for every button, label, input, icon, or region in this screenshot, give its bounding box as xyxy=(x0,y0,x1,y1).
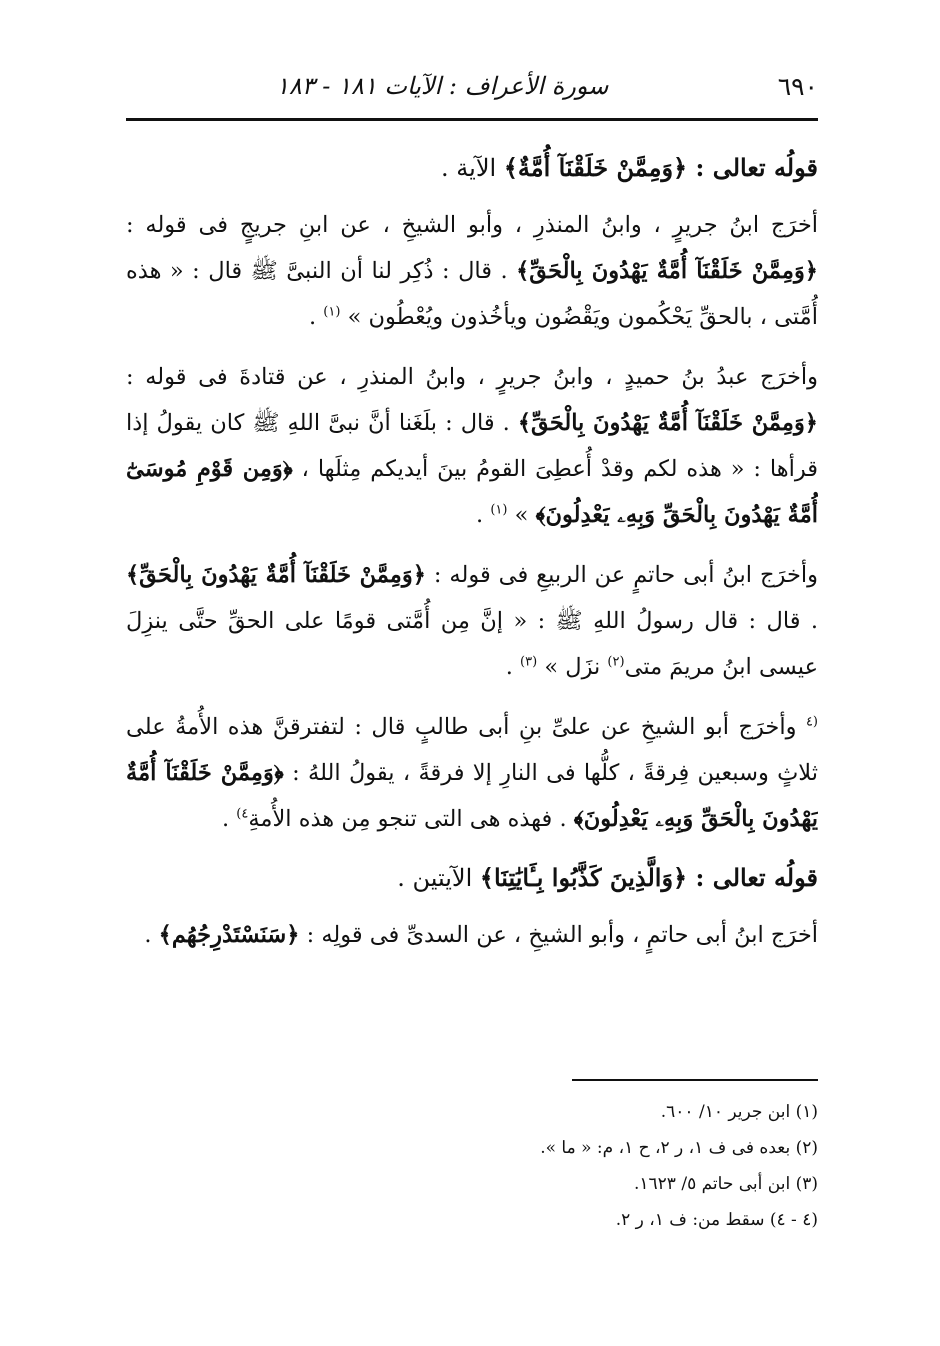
paragraph xyxy=(126,354,818,538)
page-header xyxy=(126,64,818,108)
footnote-marker: (٤ xyxy=(805,714,818,730)
text-run: . xyxy=(476,502,491,528)
text-run: . قال : قال رسولُ اللهِ ﷺ : « إنَّ مِن أُمَّتى قومًا على الحقِّ حتَّى ينزِلَ عيسى ابنُ مريمَ متى xyxy=(126,608,818,680)
page-body xyxy=(126,138,818,1068)
footnote-marker: (١) xyxy=(323,304,341,320)
footnote: (٢) بعده فى ف ١، ر ٢، ح ١، م: « ما ». xyxy=(540,1138,818,1158)
heading-label: قولُه تعالى : xyxy=(687,153,818,182)
quran-verse: ﴿وَمِمَّنْ خَلَقْنَآ أُمَّةٌ يَهْدُونَ بِالْحَقِّ﴾ xyxy=(516,258,818,284)
text-run: نزَل » xyxy=(537,654,608,680)
paragraph xyxy=(126,704,818,842)
heading-rest: الآيتين . xyxy=(397,864,480,892)
footnote-marker: (٢) xyxy=(607,654,625,670)
text-run: . xyxy=(308,304,324,330)
text-run: » xyxy=(507,502,536,528)
paragraph xyxy=(126,912,818,958)
text-run: . قال : ذُكِر لنا أن النبىَّ ﷺ قال : « هذه أُمَّتى ، بالحقِّ يَحْكُمون ويَقْضُون ويأخُذون ويُعْطُون » xyxy=(126,258,818,330)
section-heading xyxy=(126,856,818,900)
footnote-marker: (١) xyxy=(490,502,508,518)
header-rule xyxy=(126,118,818,121)
page-number: ٦٩٠ xyxy=(777,71,818,101)
quran-verse: ﴿وَمِمَّنْ خَلَقْنَآ أُمَّةٌ﴾ xyxy=(503,153,688,182)
footnote-marker: (٣) xyxy=(520,654,538,670)
quran-verse: ﴿وَمِمَّنْ خَلَقْنَآ أُمَّةٌ يَهْدُونَ بِالْحَقِّ وَبِهِۦ يَعْدِلُونَ﴾ xyxy=(126,760,818,832)
footnote-separator xyxy=(572,1079,818,1081)
quran-verse: ﴿وَمِمَّنْ خَلَقْنَآ أُمَّةٌ يَهْدُونَ بِالْحَقِّ﴾ xyxy=(517,410,818,436)
text-run: . xyxy=(144,922,159,948)
text-run: . xyxy=(221,806,237,832)
section-heading xyxy=(126,146,818,190)
footnote: (٣) ابن أبى حاتم ٥/ ١٦٢٣. xyxy=(633,1174,818,1194)
text-run: وأخرَج عبدُ بنُ حميدٍ ، وابنُ جريرٍ ، وابنُ المنذرِ ، عن قتادةَ فى قوله : xyxy=(126,364,818,390)
text-run: . قال : بلَغَنا أنَّ نبىَّ اللهِ ﷺ كان يقولُ إذا قرأها : « هذه لكم وقدْ أُعطِىَ القومُ بينَ أيديكم مِثلَها ، xyxy=(126,410,818,482)
footnote-marker: ٤) xyxy=(236,806,249,822)
text-run: وأخرَج أبو الشيخِ عن علىِّ بنِ أبى طالبٍ قال : لتفترقنَّ هذه الأُمةُ على ثلاثٍ وسبعين فِرقةً ، كلُّها فى النارِ إلا فرقةً ، يقولُ اللهُ : xyxy=(126,714,818,786)
quran-verse: ﴿وَمِمَّنْ خَلَقْنَآ أُمَّةٌ يَهْدُونَ بِالْحَقِّ﴾ xyxy=(126,562,426,588)
text-run: وأخرَج ابنُ أبى حاتمٍ عن الربيعِ فى قوله : xyxy=(425,562,818,588)
footnote: (٤ - ٤) سقط من: ف ١، ر ٢. xyxy=(615,1210,818,1230)
text-run: أخرَج ابنُ أبى حاتمٍ ، وأبو الشيخِ ، عن السدىِّ فى قولِه : xyxy=(299,922,818,948)
quran-verse: ﴿وَمِن قَوْمِ مُوسَىٰٓ أُمَّةٌ يَهْدُونَ بِالْحَقِّ وَبِهِۦ يَعْدِلُونَ﴾ xyxy=(126,456,818,528)
footnote: (١) ابن جرير ١٠/ ٦٠٠. xyxy=(660,1102,818,1122)
heading-rest: الآية . xyxy=(441,154,504,182)
heading-label: قولُه تعالى : xyxy=(687,863,818,892)
text-run: . xyxy=(505,654,521,680)
quran-verse: ﴿وَالَّذِينَ كَذَّبُوا بِـَٔايَٰتِنَا﴾ xyxy=(479,863,688,892)
text-run: أخرَج ابنُ جريرٍ ، وابنُ المنذرِ ، وأبو الشيخِ ، عن ابنِ جريجٍ فى قوله : xyxy=(126,212,818,238)
footnotes xyxy=(126,1094,818,1238)
quran-verse: ﴿سَنَسْتَدْرِجُهُم﴾ xyxy=(158,922,300,948)
paragraph xyxy=(126,552,818,690)
text-run: . فهذه هى التى تنجو مِن هذه الأُمةِ xyxy=(248,806,574,832)
running-title: سورة الأعراف : الآيات ١٨١ - ١٨٣ xyxy=(276,72,609,100)
paragraph xyxy=(126,202,818,340)
